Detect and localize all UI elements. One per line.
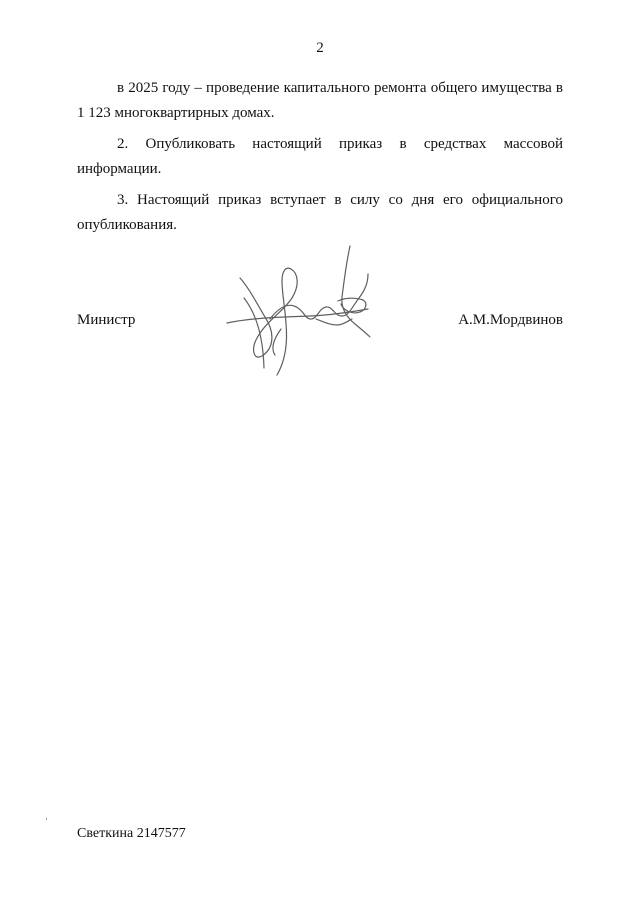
signatory-title: Министр	[77, 312, 136, 328]
page-number: 2	[316, 40, 324, 56]
paragraph-effective-date: 3. Настоящий приказ вступает в силу со дня его официального опубликования.	[77, 192, 563, 233]
paragraph-publish-order: 2. Опубликовать настоящий приказ в средствах массовой информации.	[77, 136, 563, 177]
signatory-name: А.М.Мордвинов	[458, 312, 563, 328]
handwritten-signature	[218, 240, 383, 380]
document-body	[77, 76, 563, 244]
scan-mark	[46, 818, 47, 820]
executor-note: Светкина 2147577	[77, 826, 186, 841]
paragraph-repair-volume: в 2025 году – проведение капитального ремонта общего имущества в 1 123 многоквартирных домах.	[77, 80, 563, 121]
